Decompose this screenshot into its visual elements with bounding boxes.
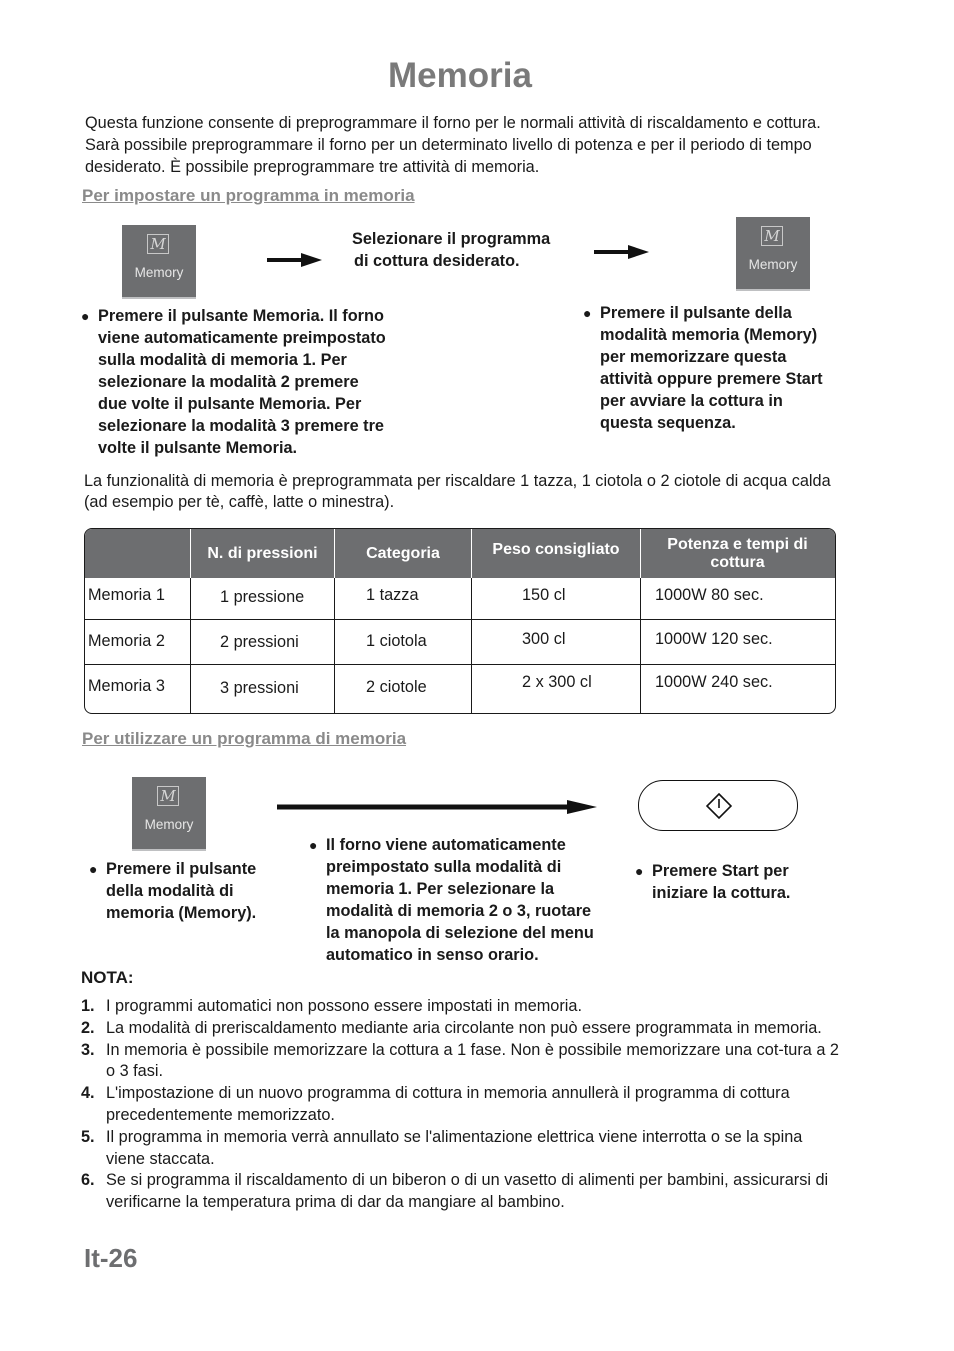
table-cell: 1000W 80 sec. [655, 586, 764, 604]
table-cell: 3 pressioni [220, 679, 299, 697]
memory-button[interactable] [736, 217, 810, 291]
page-number: It-26 [84, 1243, 138, 1273]
memory-icon: M [157, 786, 179, 806]
table-header-cell: Peso consigliato [492, 540, 620, 558]
bullet-icon: ● [309, 837, 318, 853]
arrow-right-icon [267, 250, 323, 270]
list-item: 5. Il programma in memoria verrà annullato se l'alimentazione elettrica viene interrotta o se la spina viene staccata. [81, 1127, 803, 1168]
list-item: 1. I programmi automatici non possono essere impostati in memoria. [81, 997, 582, 1015]
nota-heading: NOTA: [81, 968, 134, 987]
memory-icon: M [147, 234, 169, 254]
bullet-auto-mode: ● Il forno viene automaticamente preimpostato sulla modalità di memoria 1. Per selezionare la modalità di memoria 2 o 3, ruotare la manopola di selezione del menu automatico in senso orario. [309, 836, 594, 964]
start-icon [706, 793, 732, 819]
list-item: 3. In memoria è possibile memorizzare la cottura a 1 fase. Non è possibile memorizzare una cot-tura a 2 o 3 fasi. [81, 1040, 839, 1081]
table-cell: 1 pressione [220, 588, 305, 606]
nota-list [81, 996, 841, 1214]
memory-button-label: Memory [134, 265, 184, 280]
table-cell: 1000W 120 sec. [655, 630, 773, 648]
bullet-press-memory: ● Premere il pulsante Memoria. Il forno viene automaticamente preimpostato sulla modalità di memoria 1. Per selezionare la modalità 2 premere due volte il pulsante Memoria. Per selezionare la modalità 3 premere tre volte il pulsante Memoria. [81, 307, 386, 457]
bullet-press-memory-button: ● Premere il pulsante della modalità di memoria (Memory). [89, 860, 257, 922]
bullet-icon: ● [583, 305, 592, 321]
memory-button[interactable] [122, 225, 196, 299]
bullet-icon: ● [81, 308, 90, 324]
table-cell: 1 ciotola [366, 632, 427, 650]
list-item: 4. L'impostazione di un nuovo programma di cottura in memoria annullerà il programma di cottura precedentemente memorizzato. [81, 1084, 790, 1124]
table-cell: 2 pressioni [220, 633, 299, 651]
table-cell: Memoria 3 [88, 677, 165, 695]
bullet-press-start: ● Premere Start per iniziare la cottura. [635, 862, 791, 902]
table-header-cell: Categoria [366, 544, 440, 562]
memory-button[interactable] [132, 777, 206, 851]
table-header-cell: N. di pressioni [207, 544, 318, 562]
arrow-right-icon [594, 242, 650, 262]
table-cell: 1000W 240 sec. [655, 673, 773, 691]
table-header-cell: Potenza e tempi di cottura [667, 535, 808, 571]
memory-table [84, 528, 836, 714]
list-item: 2. La modalità di preriscaldamento mediante aria circolante non può essere programmata in memoria. [81, 1018, 822, 1037]
memory-icon: M [761, 226, 783, 246]
list-item: 6. Se si programma il riscaldamento di un biberon o di un vasetto di alimenti per bambini, assicurarsi di verificarne la temperatura prima di dar da mangiare al bambino. [81, 1171, 829, 1212]
memory-button-label: Memory [748, 257, 798, 272]
page-title: Memoria [388, 56, 532, 95]
table-cell: Memoria 1 [88, 586, 165, 604]
start-button[interactable] [638, 780, 798, 831]
select-program-text: Selezionare il programma di cottura desiderato. [352, 230, 551, 270]
table-cell: 2 x 300 cl [522, 673, 592, 691]
table-cell: 1 tazza [366, 586, 419, 604]
bullet-icon: ● [89, 861, 98, 877]
section-heading-set-memory: Per impostare un programma in memoria [82, 186, 415, 205]
table-cell: Memoria 2 [88, 632, 165, 650]
bullet-icon: ● [635, 863, 644, 879]
table-cell: 150 cl [522, 586, 566, 604]
memory-button-label: Memory [144, 817, 194, 832]
table-header-cell [85, 529, 190, 578]
long-arrow-right-icon [277, 797, 599, 817]
table-cell: 2 ciotole [366, 678, 427, 696]
section-heading-use-memory: Per utilizzare un programma di memoria [82, 729, 407, 748]
table-cell: 300 cl [522, 630, 566, 648]
bullet-store-memory: ● Premere il pulsante della modalità memoria (Memory) per memorizzare questa attività oppure premere Start per avviare la cottura in questa sequenza. [583, 304, 823, 432]
memory-description: La funzionalità di memoria è preprogrammata per riscaldare 1 tazza, 1 ciotola o 2 ciotole di acqua calda (ad esempio per tè, caffè, latte o minestra). [84, 472, 831, 511]
intro-paragraph: Questa funzione consente di preprogrammare il forno per le normali attività di riscaldamento e cottura. Sarà possibile preprogrammare il forno per un determinato livello di potenza e per il periodo di tempo desiderato. È possibile preprogrammare tre attività di memoria. [85, 114, 821, 176]
